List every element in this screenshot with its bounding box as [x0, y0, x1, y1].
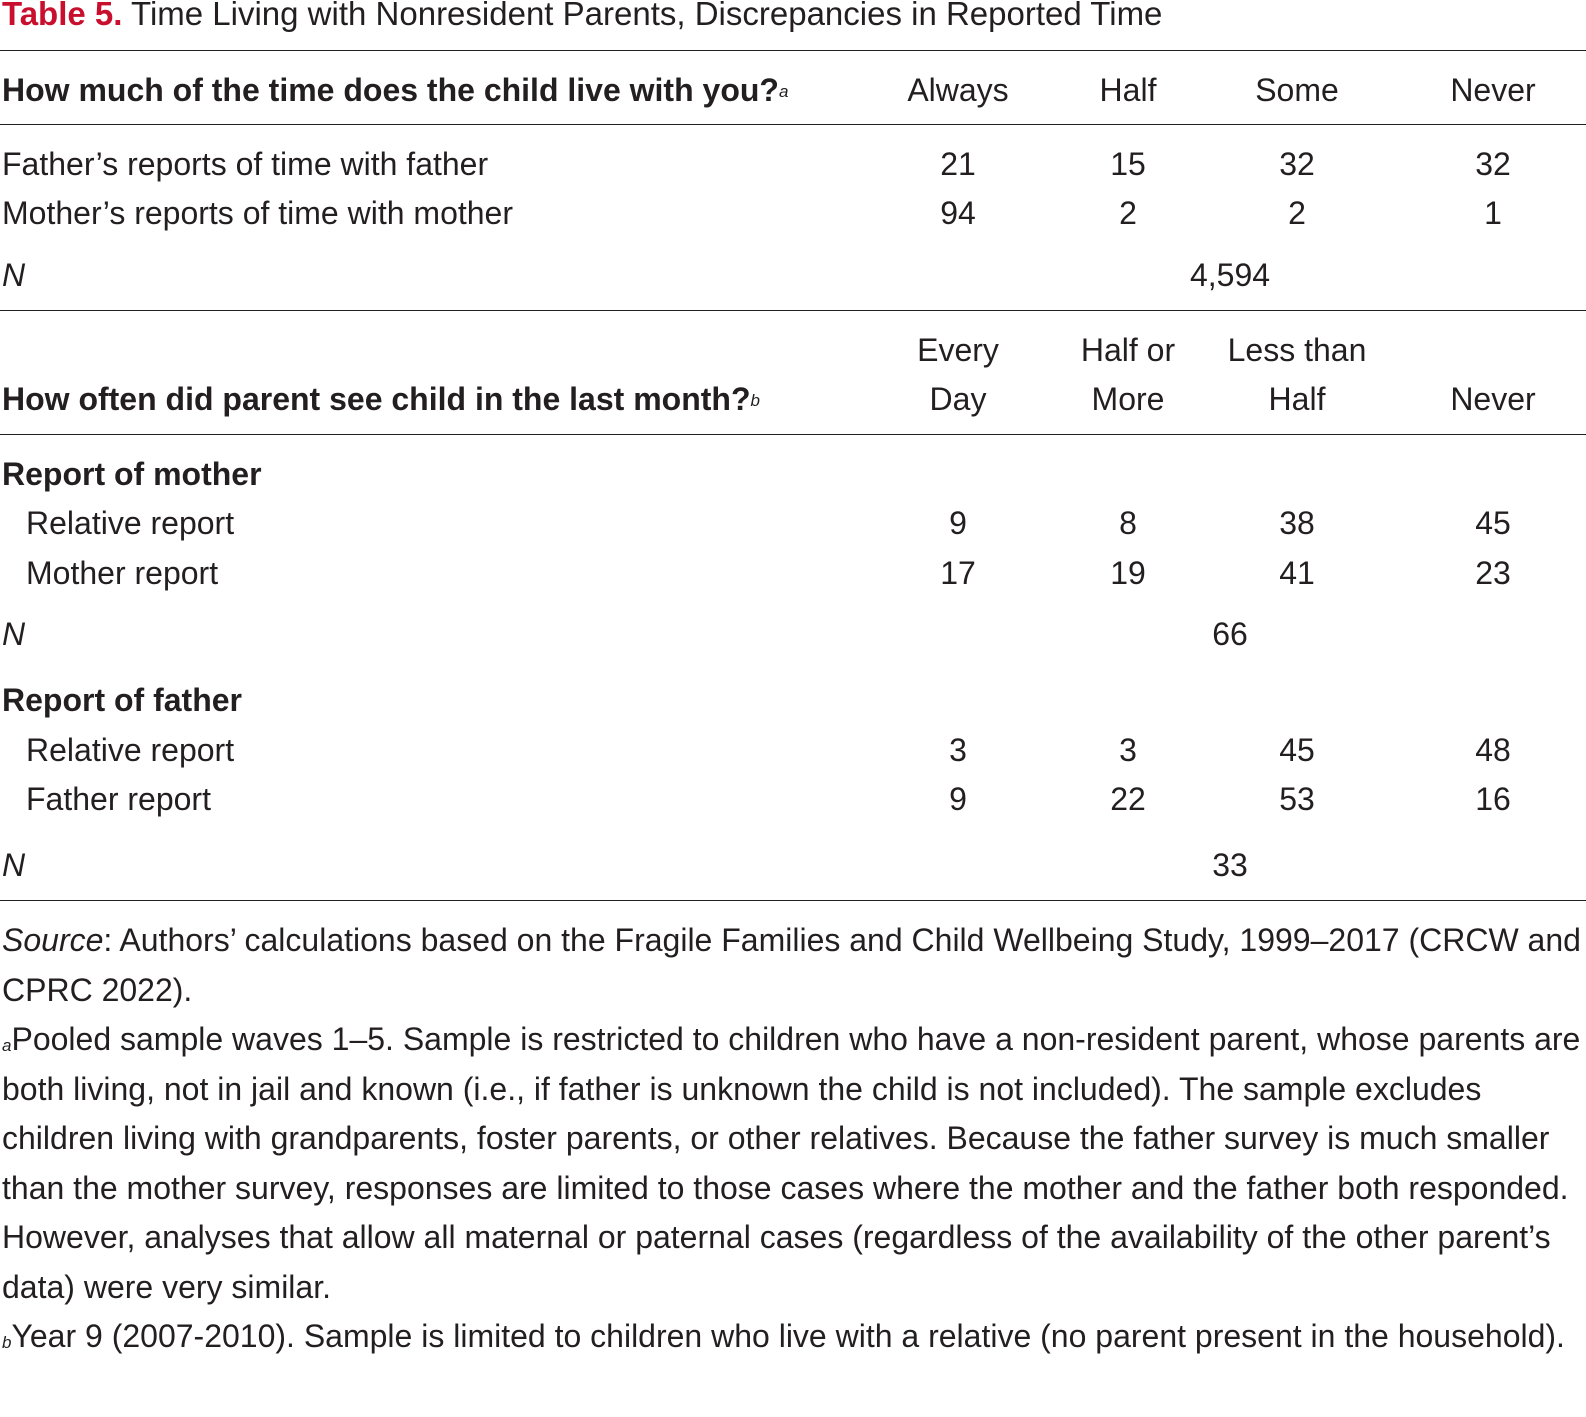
- column-header-less-than-half-line2: Half: [1268, 381, 1326, 417]
- table-cell: 53: [1279, 781, 1315, 817]
- table-cell: 22: [1110, 781, 1146, 817]
- table-title-text: Time Living with Nonresident Parents, Discrepancies in Reported Time: [131, 0, 1163, 32]
- source-note: [2, 916, 1582, 1015]
- table-cell: 3: [949, 732, 967, 768]
- section1-question: How much of the time does the child live with you?$^a$: [2, 72, 789, 108]
- table-cell: 41: [1279, 555, 1315, 591]
- table-cell: 16: [1475, 781, 1511, 817]
- header-rule: [0, 434, 1586, 435]
- group-heading-row: [0, 454, 1586, 494]
- footnote-b: [2, 1312, 1582, 1362]
- section2-header-row: [0, 379, 1586, 419]
- note-a-marker: a: [778, 82, 789, 101]
- bottom-rule: [0, 900, 1586, 901]
- table-row: [0, 503, 1586, 543]
- table-cell: 1: [1484, 195, 1502, 231]
- n-label: N: [2, 847, 26, 883]
- table-cell: 9: [949, 781, 967, 817]
- source-text: : Authors’ calculations based on the Fragile Families and Child Wellbeing Study, 1999–2017 (CRCW and CPRC 2022).: [2, 922, 1581, 1008]
- section1-header-row: [0, 70, 1586, 110]
- table-cell: 2: [1119, 195, 1137, 231]
- footnote-a-text: Pooled sample waves 1–5. Sample is restricted to children who have a non-resident parent, whose parents are both living, not in jail and known (i.e., if father is unknown the child is not included). The sample excludes children living with grandparents, foster parents, or other relatives. Because the father survey is much smaller than the mother survey, responses are limited to those cases where the mother and the father both responded. However, analyses that allow all maternal or paternal cases (regardless of the availability of the other parent’s data) were very similar.: [2, 1021, 1581, 1305]
- section2-question: How often did parent see child in the last month?$^b$: [2, 381, 760, 417]
- table-row: [0, 553, 1586, 593]
- row-label: Relative report: [26, 505, 235, 541]
- table-row: [0, 193, 1586, 233]
- table-cell: 9: [949, 505, 967, 541]
- source-label: Source: [2, 922, 104, 958]
- table-row: [0, 144, 1586, 184]
- n-value: 33: [1212, 847, 1248, 883]
- column-header-half-or-more: Half or: [1080, 332, 1176, 368]
- column-header-half: Half: [1099, 72, 1157, 108]
- table-row: [0, 779, 1586, 819]
- row-label: Father report: [26, 781, 211, 817]
- footnote-b-text: Year 9 (2007-2010). Sample is limited to children who live with a relative (no parent present in the household).: [11, 1318, 1565, 1354]
- table-cell: 38: [1279, 505, 1315, 541]
- n-label: N: [2, 257, 26, 293]
- header-rule: [0, 124, 1586, 125]
- table-cell: 8: [1119, 505, 1137, 541]
- group-heading: Report of mother: [2, 456, 262, 492]
- table-cell: 45: [1475, 505, 1511, 541]
- table-title: [2, 0, 1162, 34]
- table-number: Table 5.: [2, 0, 123, 32]
- n-value: 4,594: [1189, 257, 1271, 293]
- table-cell: 2: [1288, 195, 1306, 231]
- column-header-always: Always: [907, 72, 1009, 108]
- column-header-some: Some: [1255, 72, 1339, 108]
- column-header-less-than-half: Less than: [1227, 332, 1367, 368]
- table-cell: 48: [1475, 732, 1511, 768]
- table-cell: 23: [1475, 555, 1511, 591]
- table-cell: 94: [940, 195, 976, 231]
- table-cell: 45: [1279, 732, 1315, 768]
- note-b-marker: b: [750, 391, 760, 410]
- row-label: Mother’s reports of time with mother: [2, 195, 513, 231]
- table-cell: 3: [1119, 732, 1137, 768]
- n-row: [0, 845, 1586, 885]
- row-label: Mother report: [26, 555, 219, 591]
- table-notes: [2, 916, 1582, 1362]
- top-rule: [0, 50, 1586, 51]
- column-header-every-day-line2: Day: [929, 381, 987, 417]
- table-cell: 15: [1110, 146, 1146, 182]
- table-row: [0, 730, 1586, 770]
- group-heading-row: [0, 680, 1586, 720]
- row-label: Relative report: [26, 732, 235, 768]
- table-cell: 17: [940, 555, 976, 591]
- column-header-every-day: Every: [917, 332, 999, 368]
- section-rule: [0, 310, 1586, 311]
- footnote-a: [2, 1015, 1582, 1312]
- section2-header-line1: [0, 330, 1586, 370]
- n-row: [0, 255, 1586, 295]
- column-header-never-line2: Never: [1450, 381, 1536, 417]
- table-cell: 32: [1475, 146, 1511, 182]
- n-row: [0, 614, 1586, 654]
- n-value: 66: [1212, 616, 1248, 652]
- table-cell: 19: [1110, 555, 1146, 591]
- footnote-a-marker: a: [2, 1036, 12, 1055]
- group-heading: Report of father: [2, 682, 242, 718]
- table-cell: 32: [1279, 146, 1315, 182]
- n-label: N: [2, 616, 26, 652]
- row-label: Father’s reports of time with father: [2, 146, 489, 182]
- column-header-half-or-more-line2: More: [1091, 381, 1165, 417]
- column-header-never: Never: [1450, 72, 1536, 108]
- footnote-b-marker: b: [2, 1333, 12, 1352]
- table-cell: 21: [940, 146, 976, 182]
